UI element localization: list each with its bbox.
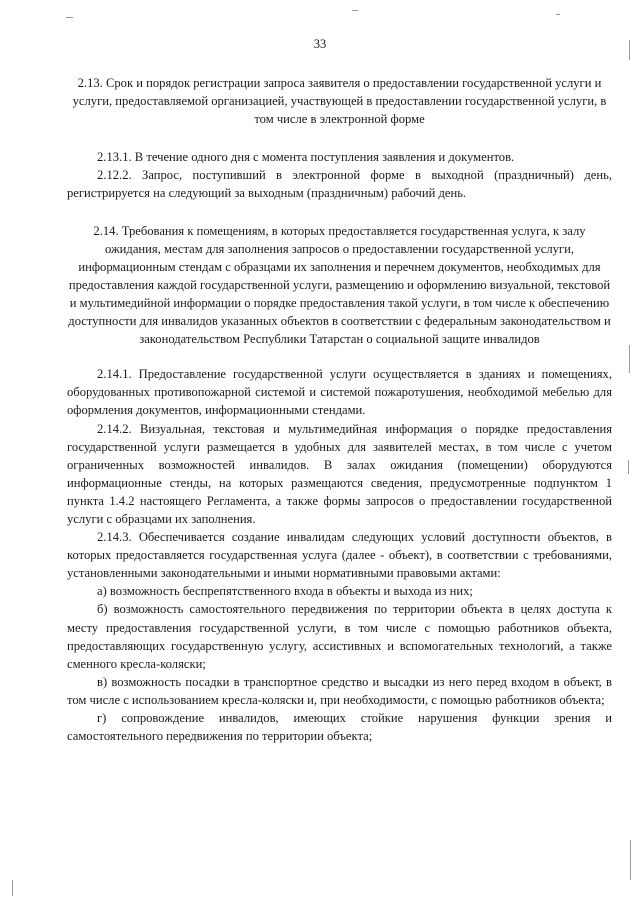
scan-artifact xyxy=(352,10,358,11)
scan-artifact xyxy=(630,840,631,880)
paragraph-2-13-1: 2.13.1. В течение одного дня с момента поступления заявления и документов. xyxy=(97,150,515,165)
paragraph-2-14-2: 2.14.2. Визуальная, текстовая и мультимедийная информация о порядке предоставления государственной услуги размещается в удобных для заявителей местах, в том числе с учетом ограниченных возможностей инвалидов. В залах ожидания (помещении) оборудуются информационные стенды, на которых размещаются сведения, предусмотренные подпунктом 1 пункта 1.4.2 настоящего Регламента, а также формы запросов о предоставлении государственной услуги с образцами их заполнения. xyxy=(67,421,612,526)
list-item-a: а) возможность беспрепятственного входа в объекты и выхода из них; xyxy=(97,584,473,599)
scan-artifact xyxy=(629,345,630,373)
paragraph-2-14-3: 2.14.3. Обеспечивается создание инвалидам следующих условий доступности объектов, в которых предоставляется государственная услуга (далее - объект), в соответствии с требованиями, установленными законодательными и иными нормативными правовыми актами: xyxy=(67,530,612,581)
list-item-b: б) возможность самостоятельного передвижения по территории объекта в целях доступа к месту предоставления государственной услуги, в том числе с помощью работников объекта, предоставляющих государственную услугу, ассистивных и вспомогательных технологий, а также сменного кресла-коляски; xyxy=(67,602,612,671)
list-item-g: г) сопровождение инвалидов, имеющих стойкие нарушения функции зрения и самостоятельного передвижения по территории объекта; xyxy=(67,711,612,744)
section-heading-2-14: 2.14. Требования к помещениям, в которых предоставляется государственная услуга, к залу ожидания, местам для заполнения запросов о предоставлении государственной услуги, информационным стендам с образцами их заполнения и перечнем документов, необходимых для предоставления каждой государственной услуги, размещению и оформлению визуальной, текстовой и мультимедийной информации о порядке предоставления такой услуги, в том числе к обеспечению доступности для инвалидов указанных объектов в соответствии с федеральным законодательством и законодательством Республики Татарстан о социальной защите инвалидов xyxy=(68,223,611,347)
scan-artifact xyxy=(628,460,629,474)
scan-artifact xyxy=(66,17,73,18)
page-number: 33 xyxy=(313,37,327,51)
section-heading-2-13: 2.13. Срок и порядок регистрации запроса заявителя о предоставлении государственной услуги и услуги, предоставляемой организацией, участвующей в предоставлении государственной услуги, в том числе в электронной форме xyxy=(72,76,607,127)
paragraph-2-12-2: 2.12.2. Запрос, поступивший в электронной форме в выходной (праздничный) день, регистрируется на следующий за выходным (праздничным) рабочий день. xyxy=(67,168,612,201)
scan-artifact xyxy=(12,880,13,896)
paragraph-2-14-1: 2.14.1. Предоставление государственной услуги осуществляется в зданиях и помещениях, оборудованных противопожарной системой и системой пожаротушения, необходимой мебелью для оформления документов, информационными стендами. xyxy=(67,367,612,418)
document-body xyxy=(67,74,612,745)
scan-artifact xyxy=(556,14,560,15)
list-item-v: в) возможность посадки в транспортное средство и высадки из него перед входом в объект, в том числе с использованием кресла-коляски и, при необходимости, с помощью работников объекта; xyxy=(67,674,612,707)
